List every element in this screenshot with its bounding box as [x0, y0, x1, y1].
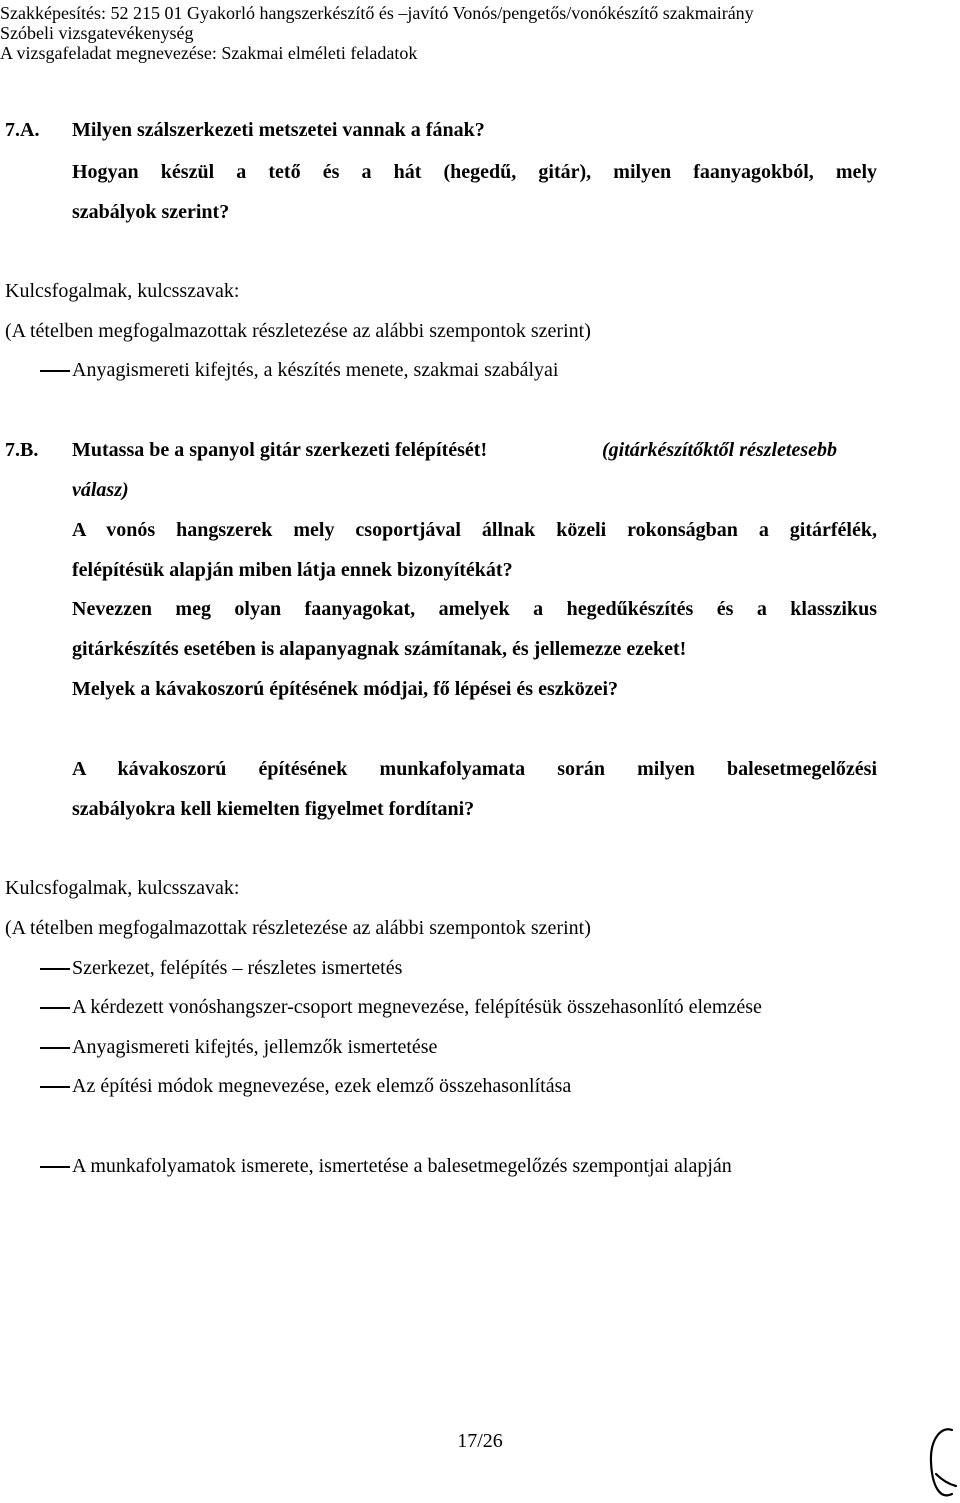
page-number: 17/26 — [457, 1430, 503, 1452]
task-a-question-2-line2: szabályok szerint? — [72, 201, 230, 223]
task-a-question-1 — [5, 118, 905, 142]
task-b-para3: Melyek a kávakoszorú építésének módjai, fő lépései és eszközei? — [72, 678, 619, 700]
task-b-para1-line2: felépítésük alapján miben látja ennek bizonyítékát? — [72, 559, 513, 581]
task-b-para2-line2: gitárkészítés esetében is alapanyagnak számítanak, és jellemezze ezeket! — [72, 638, 687, 660]
task-b-number: 7.B. — [5, 439, 39, 461]
keyword-item-label: Anyagismereti kifejtés, jellemzők ismertetése — [72, 1036, 438, 1058]
task-b-para4-line1: A kávakoszorú építésének munkafolyamata során milyen balesetmegelőzési — [72, 758, 877, 780]
task-b-keywords-title: Kulcsfogalmak, kulcsszavak: — [5, 877, 240, 899]
dash-bullet — [40, 1086, 70, 1088]
keyword-item-label: Az építési módok megnevezése, ezek elemző összehasonlítása — [72, 1075, 572, 1097]
signature-mark — [922, 1424, 960, 1503]
header-exam-type: Szóbeli vizsgatevékenység — [0, 23, 194, 43]
dash-bullet — [40, 1007, 70, 1009]
task-b-para4-line2: szabályokra kell kiemelten figyelmet fordítani? — [72, 798, 475, 820]
task-b-italic-note: (gitárkészítőktől részletesebb — [602, 439, 837, 461]
task-b-main-question: Mutassa be a spanyol gitár szerkezeti felépítését! — [72, 439, 488, 461]
header-qualification: Szakképesítés: 52 215 01 Gyakorló hangszerkészítő és –javító Vonós/pengetős/vonókészítő szakmairány — [0, 3, 754, 23]
dash-bullet — [40, 1166, 70, 1168]
header-task-name: A vizsgafeladat megnevezése: Szakmai elméleti feladatok — [0, 43, 418, 63]
dash-bullet — [40, 1047, 70, 1049]
dash-bullet — [40, 968, 70, 970]
task-a-question-2-line1: Hogyan készül a tető és a hát (hegedű, gitár), milyen faanyagokból, mely — [72, 161, 877, 183]
task-b-para1-line1: A vonós hangszerek mely csoportjával állnak közeli rokonságban a gitárfélék, — [72, 519, 877, 541]
task-a-number: 7.A. — [5, 119, 40, 141]
keyword-item-label: A kérdezett vonóshangszer-csoport megnevezése, felépítésük összehasonlító elemzése — [72, 996, 762, 1018]
dash-bullet — [40, 370, 70, 372]
keyword-item-label: A munkafolyamatok ismerete, ismertetése a balesetmegelőzés szempontjai alapján — [72, 1155, 732, 1177]
task-a-keywords-title: Kulcsfogalmak, kulcsszavak: — [5, 280, 240, 302]
keyword-item-label: Szerkezet, felépítés – részletes ismertetés — [72, 957, 403, 979]
task-b-keywords-subtitle: (A tételben megfogalmazottak részletezése az alábbi szempontok szerint) — [5, 917, 591, 939]
task-b-para2-line1: Nevezzen meg olyan faanyagokat, amelyek a hegedűkészítés és a klasszikus — [72, 598, 877, 620]
task-b-line1 — [5, 438, 905, 462]
keyword-item-label: Anyagismereti kifejtés, a készítés menete, szakmai szabályai — [72, 359, 559, 381]
task-b-italic-note-cont: válasz) — [72, 479, 129, 501]
task-a-question-1-text: Milyen szálszerkezeti metszetei vannak a fának? — [72, 119, 485, 141]
task-a-keywords-subtitle: (A tételben megfogalmazottak részletezése az alábbi szempontok szerint) — [5, 320, 591, 342]
